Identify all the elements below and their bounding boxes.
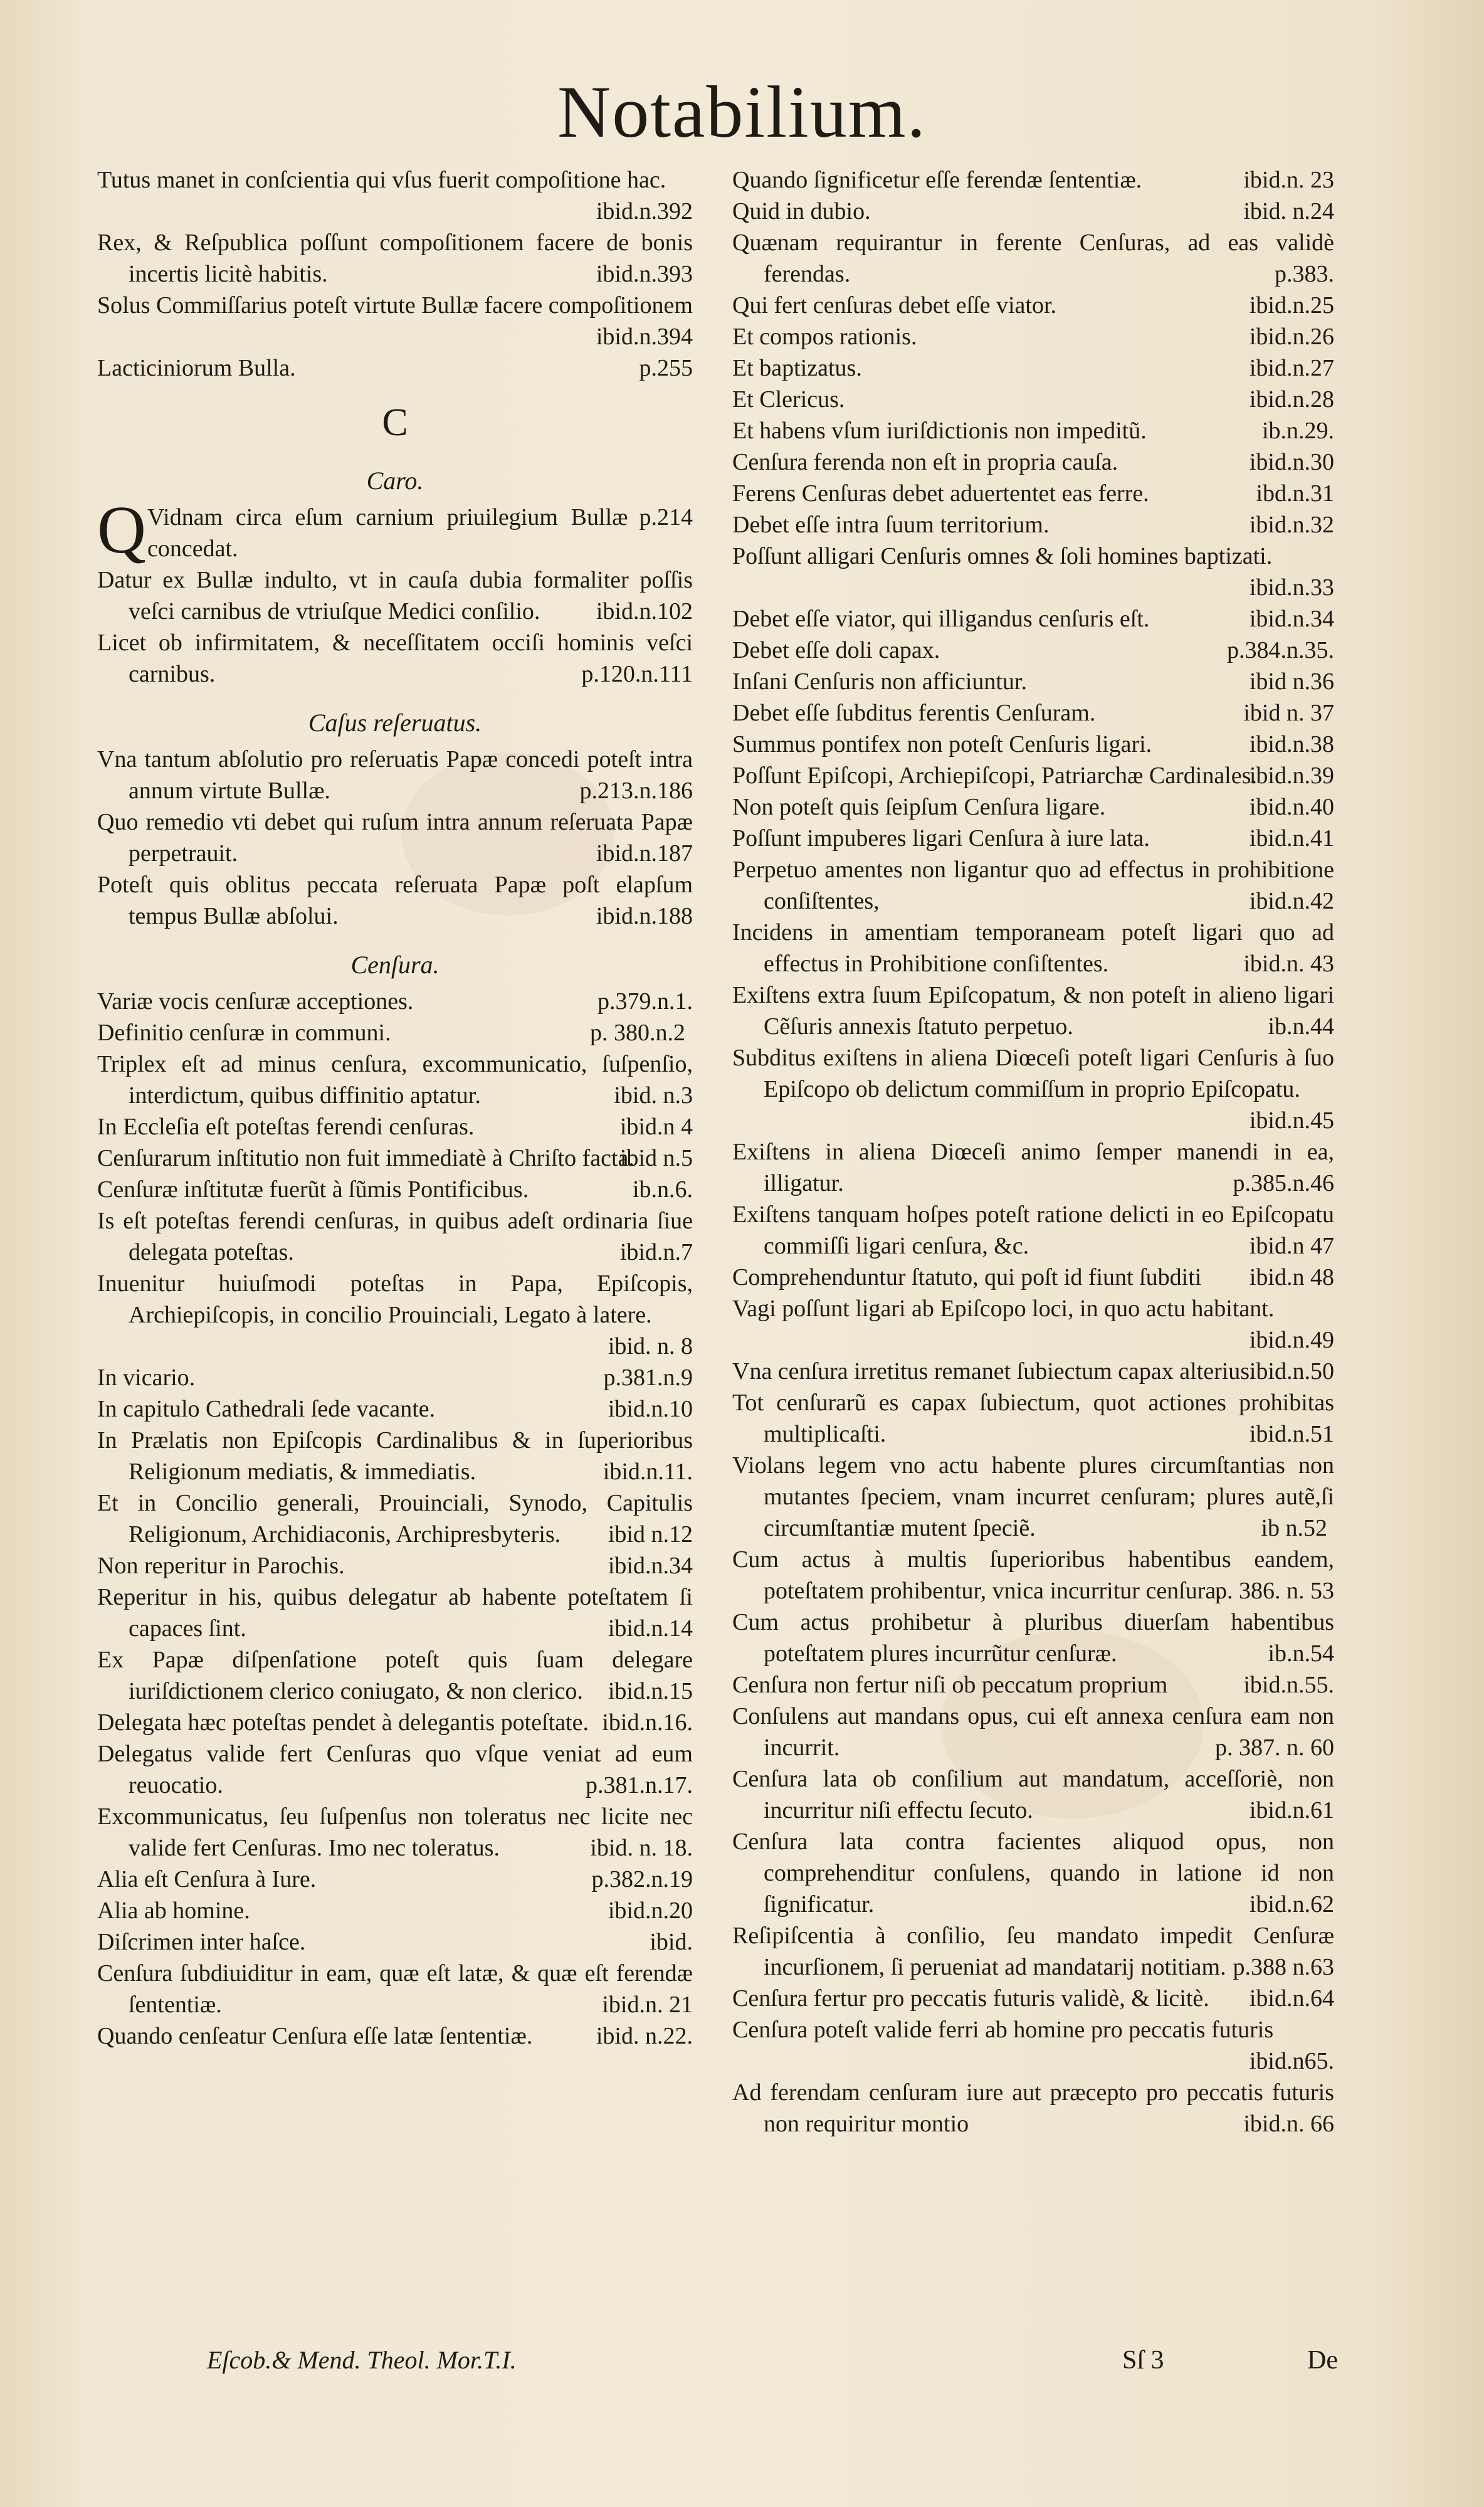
index-entry — [732, 1262, 1334, 1293]
entry-text: Cenſura lata ob conſilium aut mandatum, acceſſoriè, non incurritur niſi effectu ſecuto. — [732, 1766, 1334, 1824]
entry-text: Exiſtens extra ſuum Epiſcopatum, & non poteſt in alieno ligari Cẽſuris annexis ſtatuto perpetuo. — [732, 982, 1334, 1040]
entry-reference: ibid.n 48 — [1249, 1264, 1334, 1290]
entry-reference: ibid.n 4 — [619, 1114, 693, 1140]
entry-text: Poteſt quis oblitus peccata reſeruata Papæ poſt elapſum tempus Bullæ abſolui. — [97, 872, 693, 929]
index-entry — [732, 1607, 1334, 1669]
index-entry — [732, 666, 1334, 697]
entry-text: In capitulo Cathedrali ſede vacante. — [97, 1396, 436, 1422]
index-entry — [732, 1701, 1334, 1763]
index-entry — [97, 1205, 693, 1268]
entry-reference: ibid.n. 23 — [1243, 167, 1334, 193]
index-entry — [732, 1763, 1334, 1826]
index-entry — [732, 196, 1334, 227]
index-entry — [97, 1174, 693, 1205]
index-entry — [97, 1393, 693, 1425]
index-entry — [732, 384, 1334, 415]
entry-text: Cenſura ſubdiuiditur in eam, quæ eſt latæ, & quæ eſt ferendæ ſententiæ. — [97, 1960, 693, 2018]
entry-reference: p.381.n.17. — [586, 1772, 693, 1798]
entry-text: Subditus exiſtens in aliena Diœceſi poteſt ligari Cenſuris à ſuo Epiſcopo ob delictum commiſſum in proprio Epiſcopatu. — [732, 1045, 1334, 1102]
index-entry — [97, 1111, 693, 1143]
signature-mark: Sſ 3 — [1122, 2346, 1164, 2375]
index-entry — [97, 1644, 693, 1707]
entry-reference: ibid.n.64 — [1249, 1985, 1334, 2012]
section-heading: Cenſura. — [350, 951, 439, 979]
index-entry — [732, 478, 1334, 509]
index-entry — [97, 1487, 693, 1550]
entry-reference: ibid.n 47 — [1249, 1233, 1334, 1259]
entry-reference: ibid.n.30 — [1249, 449, 1334, 475]
drop-cap: Q — [97, 493, 146, 567]
entry-reference: ibid n. 37 — [1243, 700, 1334, 726]
entry-reference: ibid. n.22. — [596, 2023, 693, 2049]
entry-text: Cum actus à multis ſuperioribus habentibus eandem, poteſtatem prohibentur, vnica incurritur cenſura. — [732, 1546, 1334, 1604]
entry-text: Ferens Cenſuras debet aduertentet eas ferre. — [732, 480, 1149, 507]
entry-reference: ib.n.6. — [632, 1176, 693, 1203]
entry-reference: ibid.n.102 — [596, 598, 693, 625]
index-entry — [97, 352, 693, 384]
page-header: Notabilium. — [557, 71, 927, 153]
entry-reference: ibid.n.34 — [1249, 606, 1334, 632]
entry-text: Alia ab homine. — [97, 1897, 250, 1924]
entry-reference: ibid.n.27 — [1249, 355, 1334, 381]
entry-text: Quo remedio vti debet qui ruſum intra annum reſeruata Papæ perpetrauit. — [97, 809, 693, 867]
entry-reference: ibid n.5 — [619, 1145, 693, 1171]
index-entry — [97, 627, 693, 690]
entry-text: Delegatus valide fert Cenſuras quo vſque veniat ad eum reuocatio. — [97, 1741, 693, 1798]
entry-reference: ib.n.29. — [1261, 418, 1334, 444]
entry-text: Conſulens aut mandans opus, cui eſt annexa cenſura eam non incurrit. — [732, 1703, 1334, 1761]
entry-text: Summus pontifex non poteſt Cenſuris ligari. — [732, 731, 1152, 757]
index-entry — [732, 164, 1334, 196]
index-entry — [97, 806, 693, 869]
index-entry — [732, 1826, 1334, 1920]
entry-text: Cenſura poteſt valide ferri ab homine pro peccatis futuris — [732, 2017, 1274, 2043]
index-entry — [97, 1738, 693, 1801]
entry-reference: ibid n.12 — [608, 1521, 693, 1548]
index-entry — [732, 603, 1334, 635]
index-entry — [732, 697, 1334, 729]
index-entry — [732, 1136, 1334, 1199]
index-entry — [97, 744, 693, 806]
entry-text: Triplex eſt ad minus cenſura, excommunicatio, ſuſpenſio, interdictum, quibus diffinitio aptatur. — [97, 1051, 693, 1109]
entry-text: Non poteſt quis ſeipſum Cenſura ligare. — [732, 794, 1106, 820]
entry-reference: ibid.n.392 — [596, 198, 693, 224]
entry-text: Quando ſignificetur eſſe ferendæ ſententiæ. — [732, 167, 1142, 193]
entry-text: Debet eſſe viator, qui illigandus cenſuris eſt. — [732, 606, 1150, 632]
entry-reference: ibid.n.20 — [608, 1897, 693, 1924]
entry-text: Datur ex Bullæ indulto, vt in cauſa dubia formaliter poſſis veſci carnibus de vtriuſque Medici conſilio. — [97, 567, 693, 625]
entry-reference: ibid.n.39 — [1249, 763, 1334, 789]
entry-reference: ibid.n.55. — [1243, 1672, 1334, 1698]
entry-text: Et in Concilio generali, Prouinciali, Synodo, Capitulis Religionum, Archidiaconis, Archipresbyteris. — [97, 1490, 693, 1548]
entry-text: Poſſunt Epiſcopi, Archiepiſcopi, Patriarchæ Cardinales. — [732, 763, 1257, 789]
entry-text: Poſſunt impuberes ligari Cenſura à iure lata. — [732, 825, 1150, 852]
index-entry — [732, 1544, 1334, 1607]
index-entry — [97, 564, 693, 627]
entry-text: In Prælatis non Epiſcopis Cardinalibus & in ſuperioribus Religionum mediatis, & immediatis. — [97, 1427, 693, 1485]
entry-text: In Eccleſia eſt poteſtas ferendi cenſuras. — [97, 1114, 475, 1140]
entry-text: Ex Papæ diſpenſatione poteſt quis ſuam delegare iuriſdictionem clerico coniugato, & non clerico. — [97, 1647, 693, 1704]
index-entry — [97, 1048, 693, 1111]
index-entry — [732, 1199, 1334, 1262]
entry-text: Cenſuræ inſtitutæ fuerũt à ſũmis Pontificibus. — [97, 1176, 529, 1203]
entry-text: Cenſura fertur pro peccatis futuris validè, & licitè. — [732, 1985, 1209, 2012]
index-entry — [732, 1042, 1334, 1136]
entry-text: Ad ferendam cenſuram iure aut præcepto pro peccatis futuris non requiritur montio — [732, 2079, 1334, 2137]
catchword: De — [1307, 2346, 1338, 2375]
entry-reference: p. 380.n.2 — [590, 1020, 685, 1046]
entry-reference: ibid.n.394 — [596, 324, 693, 350]
entry-text: Exiſtens tanquam hoſpes poteſt ratione delicti in eo Epiſcopatu commiſſi ligari cenſura, &c. — [732, 1201, 1334, 1259]
entry-reference: ib n.52 — [1261, 1515, 1328, 1541]
entry-reference: ibid. — [650, 1929, 693, 1955]
entry-text: Diſcrimen inter haſce. — [97, 1929, 306, 1955]
index-entry — [97, 1425, 693, 1487]
index-entry — [732, 823, 1334, 854]
entry-reference: p.385.n.46 — [1233, 1170, 1334, 1196]
index-entry — [732, 1387, 1334, 1450]
letter-heading: C — [382, 401, 408, 444]
index-entry — [97, 1017, 693, 1048]
index-entry — [97, 2020, 693, 2052]
section-heading: Caſus reſeruatus. — [308, 709, 482, 737]
index-entry — [732, 1293, 1334, 1356]
entry-text: Variæ vocis cenſuræ acceptiones. — [97, 988, 414, 1015]
entry-reference: ibid.n.7 — [619, 1239, 693, 1265]
index-entry — [97, 1895, 693, 1926]
index-entry — [97, 290, 693, 352]
entry-reference: ibid. n.3 — [614, 1082, 693, 1109]
index-entry — [97, 1550, 693, 1581]
entry-reference: ibid. n. 8 — [608, 1333, 693, 1359]
entry-reference: ibid.n.34 — [608, 1553, 693, 1579]
index-entry — [97, 164, 693, 227]
index-entry — [732, 2077, 1334, 2140]
entry-reference: ibid.n.11. — [603, 1459, 693, 1485]
index-entry — [732, 352, 1334, 384]
index-entry — [97, 986, 693, 1017]
entry-reference: ibid.n.40 — [1249, 794, 1334, 820]
index-entry — [732, 854, 1334, 917]
entry-reference: ibid.n.45 — [1249, 1107, 1334, 1134]
index-entry — [97, 869, 693, 932]
entry-reference: ibid.n.187 — [596, 840, 693, 867]
index-entry — [732, 979, 1334, 1042]
entry-text: Incidens in amentiam temporaneam poteſt ligari quo ad effectus in Prohibitione conſiſtentes. — [732, 919, 1334, 977]
entry-text: Vna tantum abſolutio pro reſeruatis Papæ concedi poteſt intra annum virtute Bullæ. — [97, 746, 693, 804]
entry-text: Alia eſt Cenſura à Iure. — [97, 1866, 317, 1892]
entry-reference: ibid.n.62 — [1249, 1891, 1334, 1918]
entry-reference: ibid.n.14 — [608, 1615, 693, 1642]
footer-running-title: Eſcob.& Mend. Theol. Mor.T.I. — [207, 2346, 517, 2374]
entry-reference: ibid.n.32 — [1249, 512, 1334, 538]
index-entry — [732, 2014, 1334, 2077]
entry-reference: ibid n.36 — [1249, 668, 1334, 695]
entry-text: Licet ob infirmitatem, & neceſſitatem occiſi hominis veſci carnibus. — [97, 630, 693, 687]
entry-reference: ibid. n. 18. — [590, 1835, 693, 1861]
index-entry — [732, 791, 1334, 823]
entry-reference: ibid.n.28 — [1249, 386, 1334, 413]
entry-text: Lacticiniorum Bulla. — [97, 355, 296, 381]
entry-reference: ib.n.44 — [1268, 1013, 1334, 1040]
entry-text: Reperitur in his, quibus delegatur ab habente poteſtatem ſi capaces ſint. — [97, 1584, 693, 1642]
entry-reference: ibid.n.51 — [1249, 1421, 1334, 1447]
entry-text: Et habens vſum iuriſdictionis non impeditũ. — [732, 418, 1147, 444]
index-entry — [732, 541, 1334, 603]
entry-text: Reſipiſcentia à conſilio, ſeu mandato impedit Cenſuræ incurſionem, ſi perueniat ad mandatarij notitiam. — [732, 1923, 1334, 1980]
index-entry — [97, 1143, 693, 1174]
entry-reference: ibid. n.24 — [1243, 198, 1334, 224]
index-entry — [97, 1801, 693, 1864]
index-entry — [732, 917, 1334, 979]
entry-text: Qui fert cenſuras debet eſſe viator. — [732, 292, 1057, 319]
entry-text: Inſani Cenſuris non afficiuntur. — [732, 668, 1027, 695]
entry-reference: ibid.n.50 — [1249, 1358, 1334, 1385]
entry-text: Comprehenduntur ſtatuto, qui poſt id fiunt ſubditi — [732, 1264, 1202, 1290]
entry-text: Debet eſſe intra ſuum territorium. — [732, 512, 1050, 538]
entry-reference: p.384.n.35. — [1227, 637, 1334, 663]
entry-text: Cenſura ferenda non eſt in propria cauſa. — [732, 449, 1118, 475]
entry-reference: p. 386. n. 53 — [1215, 1578, 1334, 1604]
entry-text: Tot cenſurarũ es capax ſubiectum, quot actiones prohibitas multiplicaſti. — [732, 1390, 1334, 1447]
entry-reference: ibid.n. 66 — [1243, 2111, 1334, 2137]
entry-text: Perpetuo amentes non ligantur quo ad effectus in prohibitione conſiſtentes, — [732, 857, 1334, 914]
entry-text: Vidnam circa eſum carnium priuilegium Bullæ concedat. — [147, 504, 628, 562]
entry-text: Definitio cenſuræ in communi. — [97, 1020, 391, 1046]
entry-text: Cenſura lata contra facientes aliquod opus, non comprehenditur conſulens, quando in latione id non ſignificatur. — [732, 1829, 1334, 1918]
entry-reference: ibid.n65. — [1249, 2048, 1334, 2074]
index-entry — [97, 1926, 693, 1958]
index-entry — [732, 321, 1334, 352]
index-entry — [97, 493, 693, 567]
entry-text: Rex, & Reſpublica poſſunt compoſitionem facere de bonis incertis licitè habitis. — [97, 230, 693, 287]
entry-reference: p.213.n.186 — [579, 778, 693, 804]
entry-reference: ibid.n.393 — [596, 261, 693, 287]
entry-text: Tutus manet in conſcientia qui vſus fuerit compoſitione hac. — [97, 167, 666, 193]
entry-reference: ibid.n.26 — [1249, 324, 1334, 350]
right-column — [732, 164, 1334, 2140]
index-entry — [732, 290, 1334, 321]
entry-text: Non reperitur in Parochis. — [97, 1553, 345, 1579]
index-entry — [732, 1669, 1334, 1701]
entry-reference: ibid.n.33 — [1249, 574, 1334, 601]
entry-reference: ibid.n.41 — [1249, 825, 1334, 852]
entry-text: Excommunicatus, ſeu ſuſpenſus non toleratus nec licite nec valide fert Cenſuras. Imo nec toleratus. — [97, 1803, 693, 1861]
entry-reference: ibid.n. 21 — [602, 1992, 693, 2018]
index-entry — [97, 227, 693, 290]
index-entry — [732, 1356, 1334, 1387]
entry-reference: ibid.n.16. — [602, 1709, 693, 1736]
index-entry — [732, 635, 1334, 666]
index-entry — [732, 509, 1334, 541]
entry-reference: ibid.n.61 — [1249, 1797, 1334, 1824]
entry-reference: ibid.n. 43 — [1243, 951, 1334, 977]
entry-reference: p.382.n.19 — [591, 1866, 693, 1892]
entry-text: Debet eſſe ſubditus ferentis Cenſuram. — [732, 700, 1096, 726]
index-entry — [732, 1450, 1334, 1544]
entry-reference: p.381.n.9 — [603, 1364, 693, 1391]
index-entry — [732, 446, 1334, 478]
index-entry — [97, 1268, 693, 1362]
index-entry — [97, 1864, 693, 1895]
entry-text: Debet eſſe doli capax. — [732, 637, 940, 663]
left-column — [97, 164, 693, 2052]
entry-reference: p.120.n.111 — [581, 661, 693, 687]
entry-text: Cum actus prohibetur à pluribus diuerſam habentibus poteſtatem plures incurrũtur cenſuræ. — [732, 1609, 1334, 1667]
entry-text: Poſſunt alligari Cenſuris omnes & ſoli homines baptizati. — [732, 543, 1273, 569]
entry-reference: p.388 n.63 — [1233, 1954, 1334, 1980]
index-entry — [732, 227, 1334, 290]
index-entry — [97, 1707, 693, 1738]
entry-text: Delegata hæc poteſtas pendet à delegantis poteſtate. — [97, 1709, 589, 1736]
section-heading: Caro. — [366, 467, 424, 495]
entry-text: Vagi poſſunt ligari ab Epiſcopo loci, in quo actu habitant. — [732, 1296, 1275, 1322]
index-entry — [732, 1920, 1334, 1983]
entry-reference: ibid.n.25 — [1249, 292, 1334, 319]
entry-text: Is eſt poteſtas ferendi cenſuras, in quibus adeſt ordinaria ſiue delegata poteſtas. — [97, 1208, 693, 1265]
entry-reference: ibd.n.31 — [1256, 480, 1334, 507]
entry-reference: ibid.n.188 — [596, 903, 693, 929]
entry-reference: p.214 — [639, 504, 693, 530]
index-entry — [732, 1983, 1334, 2014]
entry-reference: p. 387. n. 60 — [1215, 1734, 1334, 1761]
entry-reference: ibid.n.10 — [608, 1396, 693, 1422]
entry-reference: ib.n.54 — [1268, 1640, 1334, 1667]
entry-reference: ibid.n.49 — [1249, 1327, 1334, 1353]
entry-text: Et baptizatus. — [732, 355, 862, 381]
entry-text: Violans legem vno actu habente plures circumſtantias non mutantes ſpeciem, vnam incurret cenſuram; plures autẽ,ſi circumſtantiæ mutent ſpeciẽ. — [732, 1452, 1334, 1541]
index-entry — [732, 729, 1334, 760]
index-entry — [732, 760, 1334, 791]
entry-reference: p.383. — [1275, 261, 1334, 287]
entry-text: Exiſtens in aliena Diœceſi animo ſemper manendi in ea, illigatur. — [732, 1139, 1334, 1196]
entry-text: Inuenitur huiuſmodi poteſtas in Papa, Epiſcopis, Archiepiſcopis, in concilio Prouinciali, Legato à latere. — [97, 1270, 693, 1328]
entry-reference: ibid.n.38 — [1249, 731, 1334, 757]
index-entry — [97, 1362, 693, 1393]
entry-text: Et compos rationis. — [732, 324, 917, 350]
index-entry — [97, 1581, 693, 1644]
entry-reference: ibid.n.15 — [608, 1678, 693, 1704]
entry-text: In vicario. — [97, 1364, 196, 1391]
entry-text: Cenſurarum inſtitutio non fuit immediatè à Chriſto facta. — [97, 1145, 634, 1171]
entry-text: Solus Commiſſarius poteſt virtute Bullæ facere compoſitionem — [97, 292, 693, 319]
entry-reference: p.379.n.1. — [597, 988, 693, 1015]
entry-text: Cenſura non fertur niſi ob peccatum proprium — [732, 1672, 1168, 1698]
entry-text: Quando cenſeatur Cenſura eſſe latæ ſententiæ. — [97, 2023, 533, 2049]
entry-text: Quænam requirantur in ferente Cenſuras, ad eas validè ferendas. — [732, 230, 1334, 287]
entry-text: Et Clericus. — [732, 386, 845, 413]
index-entry — [97, 1958, 693, 2020]
entry-reference: ibid.n.42 — [1249, 888, 1334, 914]
index-entry — [732, 415, 1334, 446]
entry-text: Quid in dubio. — [732, 198, 871, 224]
entry-reference: p.255 — [639, 355, 693, 381]
entry-text: Vna cenſura irretitus remanet ſubiectum capax alterius. — [732, 1358, 1256, 1385]
